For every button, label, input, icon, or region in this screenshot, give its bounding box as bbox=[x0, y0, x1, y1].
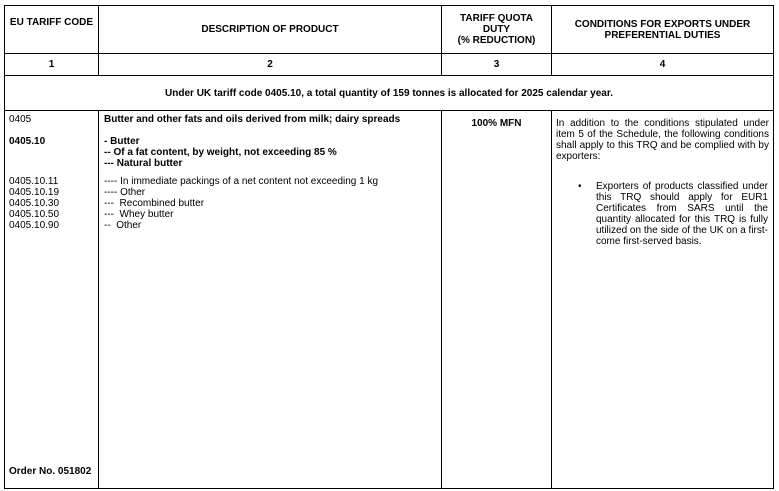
order-number: Order No. 051802 bbox=[9, 466, 92, 477]
description-butter: - Butter bbox=[104, 136, 140, 147]
list-item: --- Recombined butter bbox=[104, 198, 205, 209]
column-number-4: 4 bbox=[659, 59, 666, 70]
list-item: 0405.10.19 bbox=[9, 187, 60, 198]
rule-col3-4-body bbox=[551, 110, 552, 488]
rule-right bbox=[773, 5, 774, 489]
tariff-codes-column bbox=[9, 114, 97, 231]
header-eu-tariff-code bbox=[5, 6, 98, 38]
list-item: 0405.10.11 bbox=[9, 176, 59, 187]
header-description-label: DESCRIPTION OF PRODUCT bbox=[201, 24, 339, 35]
header-description bbox=[99, 6, 441, 53]
description-items bbox=[104, 176, 439, 231]
bullet-dot-icon: • bbox=[578, 181, 582, 192]
rule-left bbox=[4, 5, 5, 489]
rule-bottom bbox=[4, 488, 774, 489]
header-tariff-quota-line3: (% REDUCTION) bbox=[457, 34, 536, 46]
list-item: 0405.10.90 bbox=[9, 220, 60, 231]
description-heading: Butter and other fats and oils derived from milk; dairy spreads bbox=[104, 114, 401, 125]
conditions-intro: In addition to the conditions stipulated under item 5 of the Schedule, the following conditions shall apply to this TRQ and be complied with by exporters: bbox=[556, 118, 769, 162]
header-conditions-line2: PREFERENTIAL DUTIES bbox=[604, 29, 721, 41]
header-conditions bbox=[552, 6, 773, 53]
list-item: ---- In immediate packings of a net content not exceeding 1 kg bbox=[104, 176, 379, 187]
tariff-table bbox=[4, 5, 774, 489]
rule-header-bottom bbox=[4, 53, 774, 54]
rule-numbers-bottom bbox=[4, 75, 774, 76]
column-number-2: 2 bbox=[267, 59, 273, 70]
list-item: ---- Other bbox=[104, 187, 146, 198]
rule-col2-3-body bbox=[441, 110, 442, 488]
list-item: 0405.10.50 bbox=[9, 209, 60, 220]
rule-col1-2-body bbox=[98, 110, 99, 488]
quota-allocation-banner: Under UK tariff code 0405.10, a total quantity of 159 tonnes is allocated for 2025 calendar year. bbox=[165, 88, 613, 99]
list-item: -- Other bbox=[104, 220, 142, 231]
header-tariff-quota-line2: DUTY bbox=[482, 23, 511, 35]
header-tariff-quota-line1: TARIFF QUOTA bbox=[460, 12, 533, 24]
header-conditions-line1: CONDITIONS FOR EXPORTS UNDER bbox=[574, 18, 751, 30]
code-list bbox=[9, 176, 97, 231]
description-column bbox=[104, 114, 439, 231]
column-number-1: 1 bbox=[48, 59, 55, 70]
conditions-bullet: Exporters of products classified under this TRQ should apply for EUR1 Certificates from SARS until the quantity allocated for this TRQ is fully utilized on the side of the UK on a first-come first-served basis. bbox=[596, 181, 768, 247]
column-number-3: 3 bbox=[493, 59, 500, 70]
list-item: 0405.10.30 bbox=[9, 198, 60, 209]
list-item: --- Whey butter bbox=[104, 209, 174, 220]
header-eu-tariff-code-label: EU TARIFF CODE bbox=[9, 16, 94, 28]
description-natural-butter: --- Natural butter bbox=[104, 158, 183, 169]
header-tariff-quota bbox=[442, 9, 551, 49]
code-heading: 0405 bbox=[9, 114, 32, 125]
rule-banner-bottom bbox=[4, 110, 774, 111]
description-fat-content: -- Of a fat content, by weight, not exceeding 85 % bbox=[104, 147, 337, 158]
duty-value: 100% MFN bbox=[471, 118, 522, 129]
code-sub: 0405.10 bbox=[9, 136, 46, 147]
